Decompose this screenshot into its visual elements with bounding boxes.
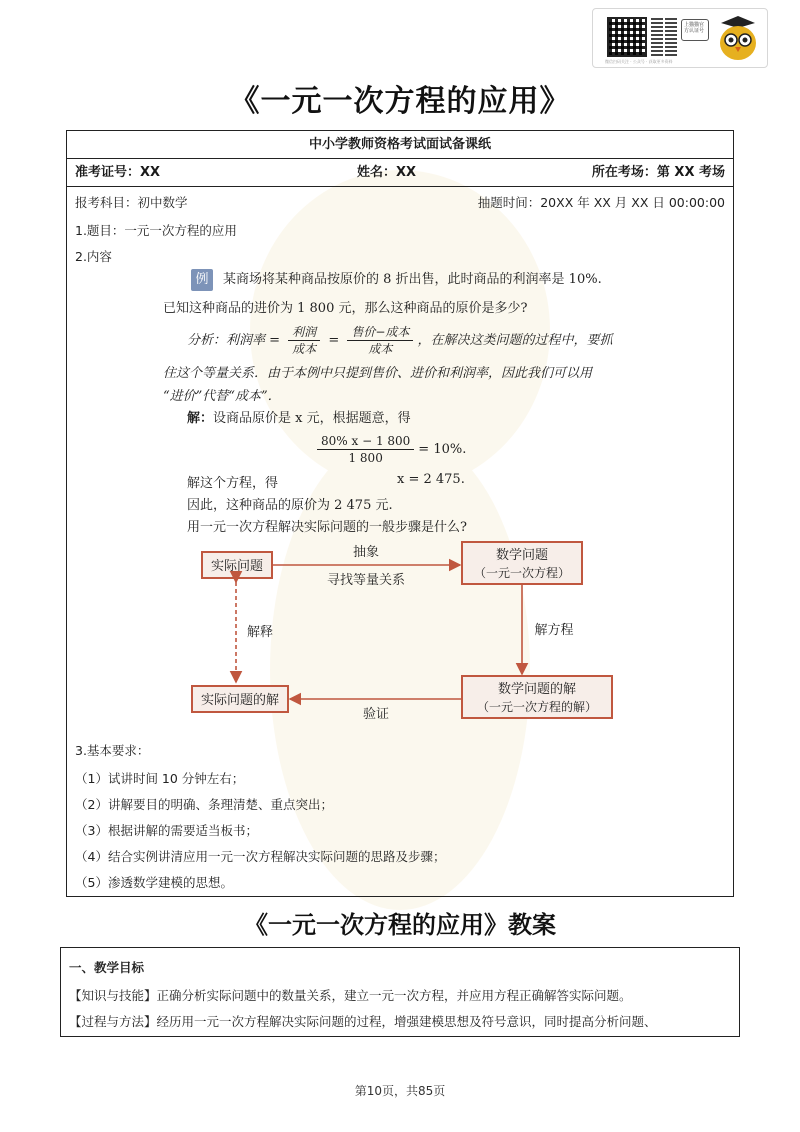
equation-denominator: 1 800 [348, 451, 383, 465]
problem-text-1: 某商场将某种商品按原价的 8 折出售，此时商品的利润率是 10%. [223, 272, 602, 287]
lesson-plan-box [60, 947, 740, 1037]
qr-code-icon [607, 17, 647, 57]
equals-sign: = [328, 333, 340, 348]
qr-strip-icon [665, 18, 677, 56]
topic-line: 1.题目：一元一次方程的应用 [75, 223, 237, 238]
box-label: 数学问题 [495, 548, 549, 563]
draw-time-line: 抽题时间：20XX 年 XX 月 XX 日 00:00:00 [477, 195, 725, 210]
solution-label: 解： [187, 411, 214, 426]
fraction-numerator: 利润 [288, 324, 320, 341]
problem-solving-flowchart [176, 536, 636, 726]
solution-line [187, 407, 411, 426]
speech-bubble: 上猫猫官方认证号 [681, 19, 709, 41]
analysis-line-2: 住这个等量关系．由于本例中只提到售价、进价和利润率，因此我们可以用 [163, 366, 593, 381]
requirement-item: （2）讲解要目的明确、条理清楚、重点突出； [75, 797, 333, 812]
analysis-suffix: ，在解决这类问题的过程中，要抓 [417, 333, 613, 348]
solve-line: 解这个方程，得 [187, 476, 279, 491]
box-label: （一元一次方程） [473, 566, 571, 580]
requirement-item: （5）渗透数学建模的思想。 [75, 875, 233, 890]
solve-result: x = 2 475. [397, 472, 465, 487]
plan-section-heading: 一、教学目标 [69, 960, 145, 975]
analysis-line-3: “进价”代替“成本”． [163, 389, 281, 404]
equation-fraction [317, 433, 414, 466]
fraction-price-cost [347, 324, 413, 357]
box-label: 数学问题的解 [497, 682, 577, 697]
requirement-item: （1）试讲时间 10 分钟左右； [75, 771, 245, 786]
problem-line-1 [191, 268, 602, 291]
box-real-problem [202, 552, 272, 578]
exam-site-label: 所在考场：第 XX 考场 [591, 165, 725, 180]
arrow-label-explain: 解释 [246, 625, 274, 640]
qr-caption: 微信扫码关注 · 公众号 · 获取更多资料 [605, 59, 673, 64]
arrow-label-verify: 验证 [362, 707, 390, 722]
exam-form-heading: 中小学教师资格考试面试备课纸 [67, 131, 733, 159]
document-title: 《一元一次方程的应用》 [229, 84, 571, 119]
exam-form-info-row [67, 159, 733, 187]
question-line: 用一元一次方程解决实际问题的一般步骤是什么? [187, 520, 467, 535]
fraction-denominator: 成本 [368, 342, 393, 356]
owl-mascot-icon [713, 13, 763, 63]
fraction-numerator: 售价−成本 [347, 324, 413, 341]
qr-strip-icon [651, 18, 663, 56]
box-label: 实际问题 [210, 559, 264, 574]
box-math-solution [462, 676, 612, 718]
conclusion-line: 因此，这种商品的原价为 2 475 元. [187, 498, 393, 513]
equation [313, 433, 466, 466]
box-label: （一元一次方程的解） [476, 700, 598, 714]
requirements-heading: 3.基本要求： [75, 743, 150, 758]
exam-form [66, 130, 734, 897]
example-badge: 例 [191, 269, 213, 291]
fraction-denominator: 成本 [292, 342, 317, 356]
page-footer: 第10页，共85页 [354, 1084, 446, 1098]
content-label: 2.内容 [75, 249, 112, 264]
analysis-line-1 [187, 324, 612, 357]
solution-text: 设商品原价是 x 元，根据题意，得 [213, 411, 411, 426]
arrow-label-abstract: 抽象 [352, 545, 380, 560]
subject-line: 报考科目：初中数学 [75, 195, 188, 210]
requirement-item: （3）根据讲解的需要适当板书； [75, 823, 258, 838]
box-math-problem [462, 542, 582, 584]
equation-numerator: 80% x − 1 800 [317, 433, 414, 450]
problem-line-2: 已知这种商品的进价为 1 800 元，那么这种商品的原价是多少? [163, 301, 528, 316]
arrow-label-solve: 解方程 [534, 623, 574, 638]
plan-goal-process: 【过程与方法】经历用一元一次方程解决实际问题的过程，增强建模思想及符号意识，同时提高分析问题、 [69, 1014, 657, 1029]
box-label: 实际问题的解 [200, 693, 280, 708]
plan-goal-knowledge: 【知识与技能】正确分析实际问题中的数量关系，建立一元一次方程，并应用方程正确解答实际问题。 [69, 988, 632, 1003]
fraction-profit-cost [288, 324, 320, 357]
box-real-solution [192, 686, 288, 712]
equation-rhs: = 10%. [418, 442, 467, 457]
arrow-label-relation: 寻找等量关系 [326, 573, 406, 588]
exam-id-label: 准考证号：XX [75, 165, 161, 180]
exam-name-label: 姓名：XX [357, 165, 417, 180]
analysis-prefix: 分析：利润率 = [187, 333, 281, 348]
requirement-item: （4）结合实例讲清应用一元一次方程解决实际问题的思路及步骤； [75, 849, 446, 864]
qr-promo-card [592, 8, 768, 68]
lesson-plan-title: 《一元一次方程的应用》教案 [244, 910, 556, 939]
